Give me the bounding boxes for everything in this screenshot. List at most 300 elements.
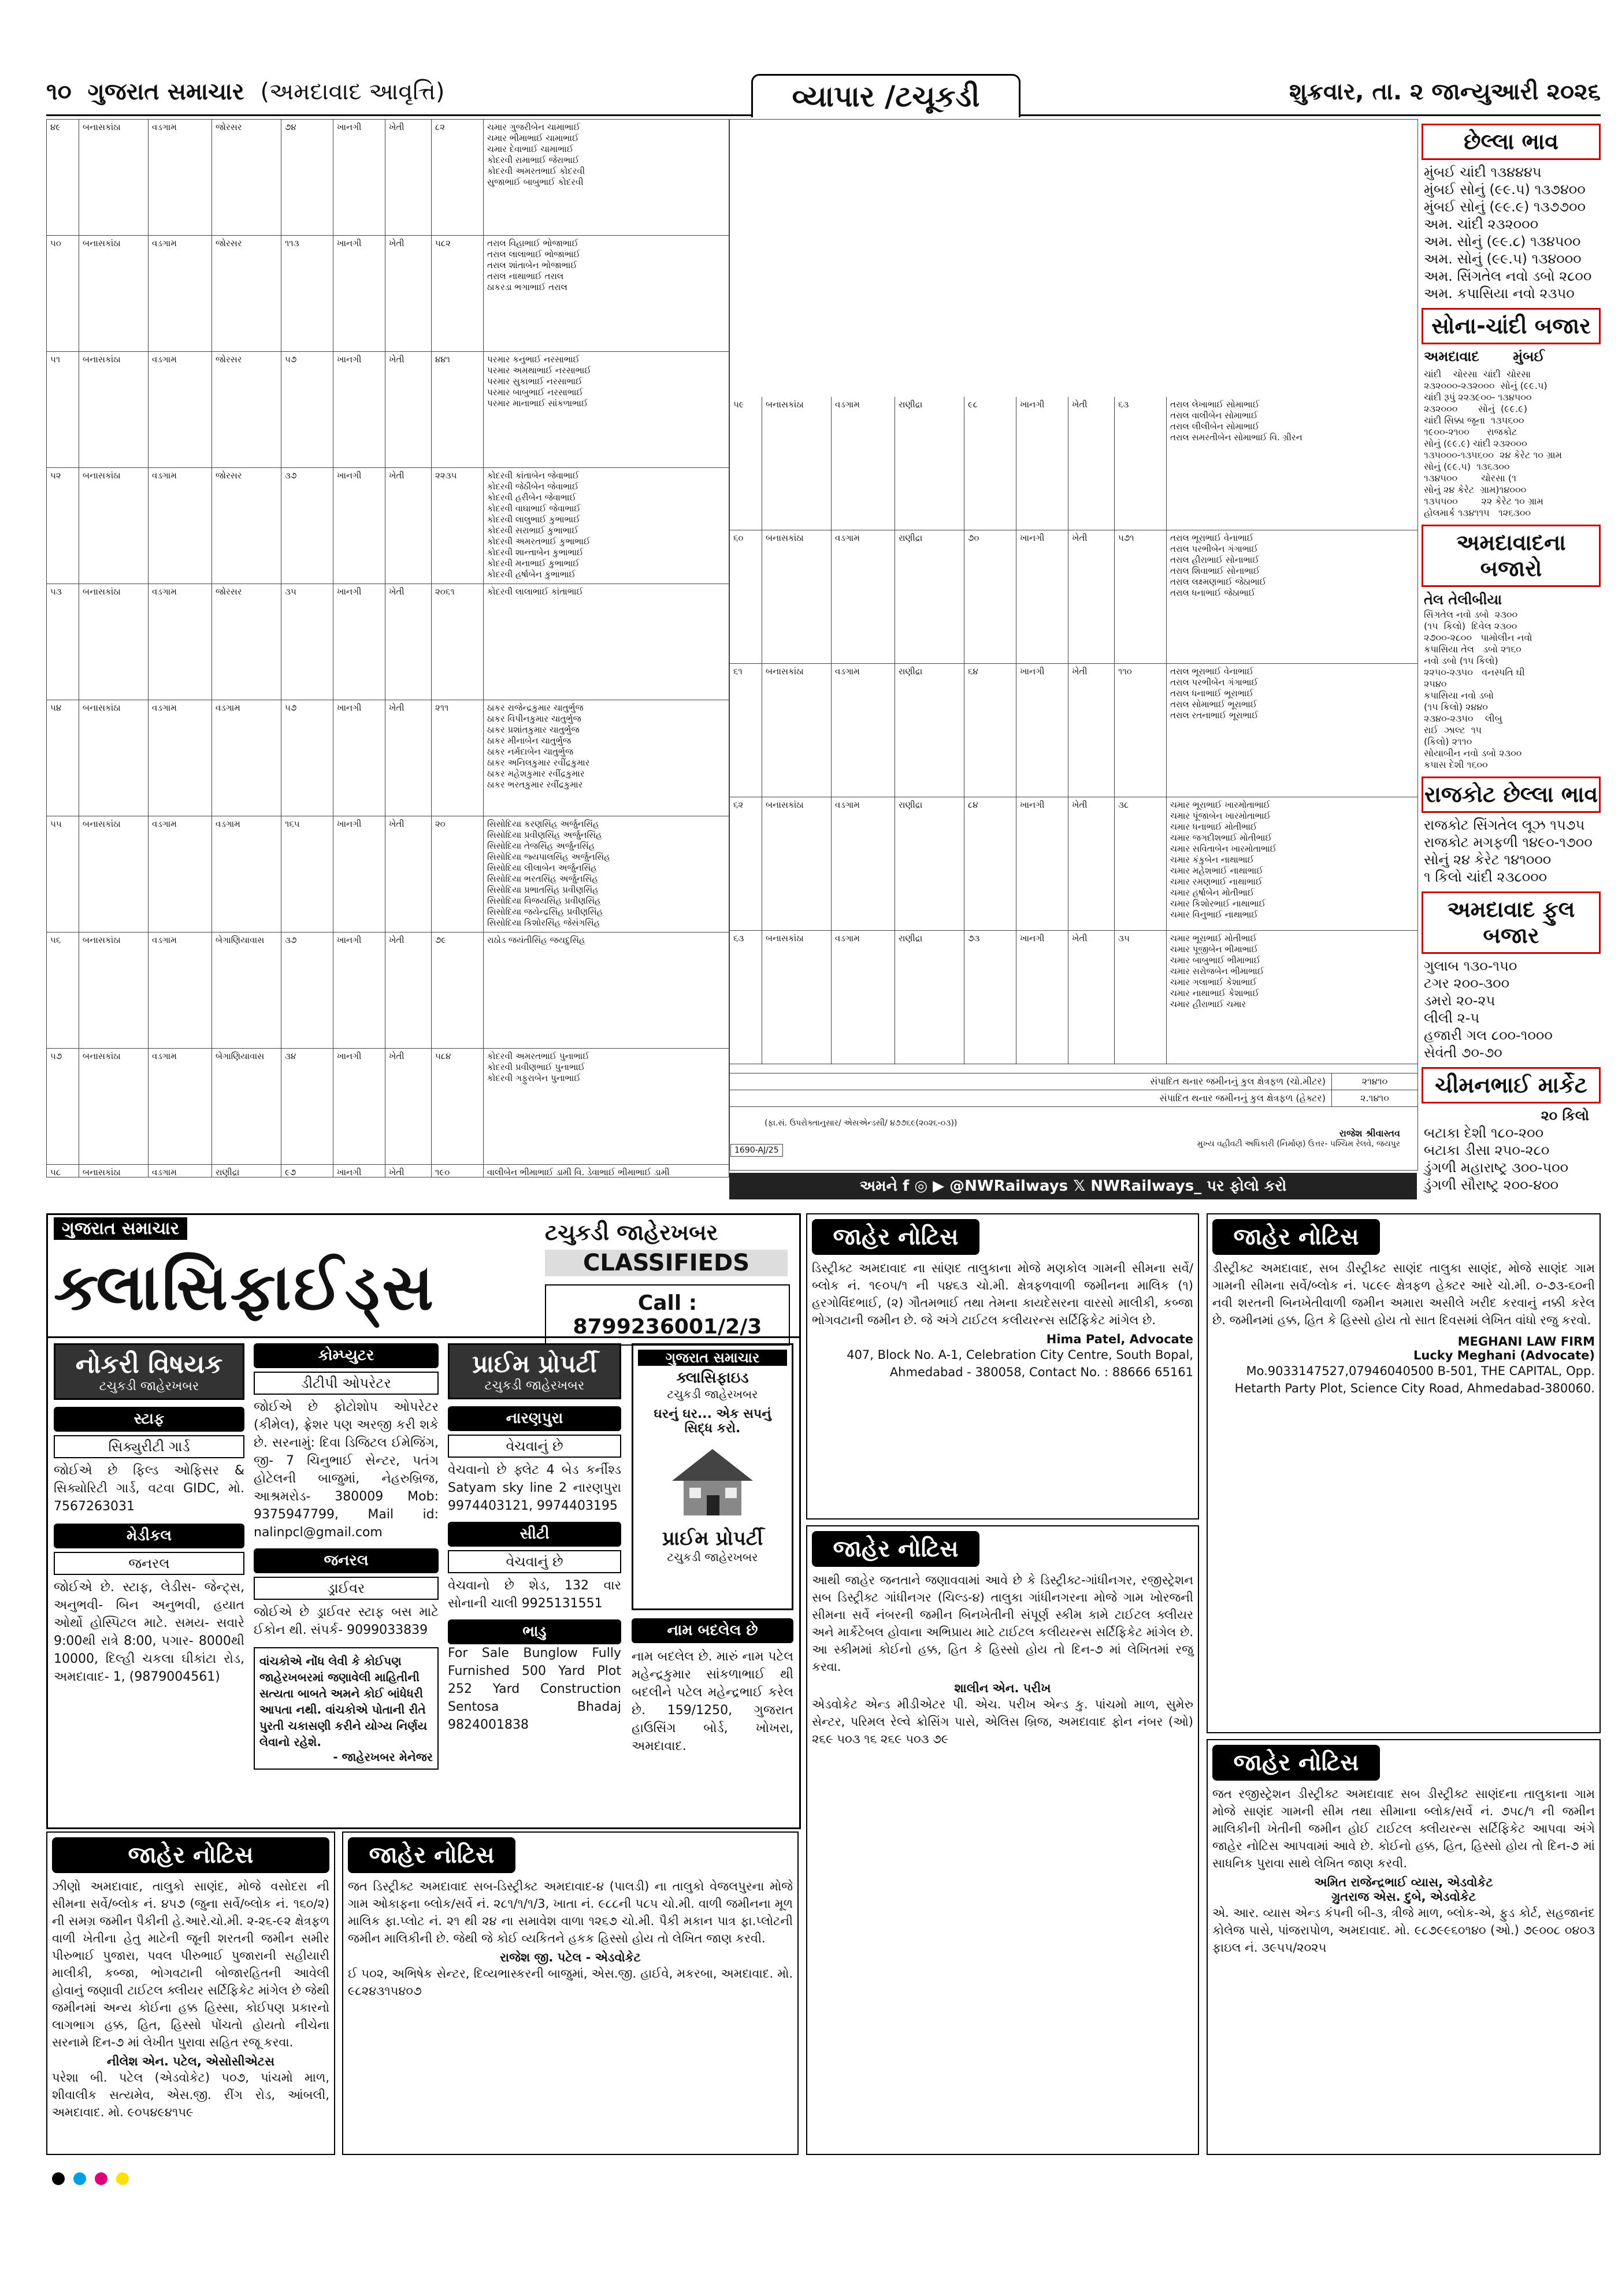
- promo-line: ઘરનું ઘર... એક સપનું સિદ્ધ કરો.: [654, 1407, 771, 1436]
- prime-subtitle: ટચુકડી જાહેરખબર: [484, 1379, 585, 1393]
- rate-line: (૧૫ કિલો) ૨૪૪૦: [1424, 701, 1488, 712]
- rate-line: કપાસ દેશી ૧૬૦૦: [1424, 759, 1488, 770]
- reader-warning-box: [254, 1647, 439, 1770]
- land-rows-left: [47, 120, 729, 1177]
- land-cell-sr: ૫૩: [47, 584, 79, 700]
- rate-line: સોનું ૨૪ કેરેટ ૧૪૧૦૦૦: [1424, 852, 1552, 868]
- rate-line: અમ. સોનું (૯૯.૮) ૧૩૪૫૦૦: [1424, 233, 1581, 250]
- land-cell-taluka: વડગામ: [149, 932, 212, 1048]
- land-cell-area: ૨૦: [432, 816, 484, 932]
- land-cell-taluka: વડગામ: [832, 931, 895, 1064]
- security-subcategory: સિક્યુરીટી ગાર્ડ: [54, 1435, 244, 1458]
- land-cell-taluka: વડગામ: [149, 700, 212, 816]
- rate-line: ૨૭૦૦-૨૮૦૦ પામોલીન નવો: [1424, 632, 1532, 643]
- land-cell-taluka: વડગામ: [832, 397, 895, 530]
- classifieds-paper: ગુજરાત સમાચાર: [54, 1217, 187, 1240]
- land-cell-village: જોરસર: [212, 120, 281, 235]
- land-cell-sr: ૫૫: [47, 816, 79, 932]
- land-cell-area: ૭૯: [432, 932, 484, 1048]
- rate-line: ટગર ૨૦૦-૩૦૦: [1424, 975, 1510, 991]
- land-cell-village: જોરસર: [212, 584, 281, 700]
- rate-line: ચાંદી રૂપું ૨૨૩૯૦૦- ૧૩૪૫૦૦: [1424, 392, 1532, 403]
- land-row: [730, 931, 1417, 1064]
- notice-5-address: Mo.9033147527,07946040500 B-501, THE CAPITAL, Opp. Hetarth Party Plot, Science City Road, Ahmedabad-380060.: [1234, 1364, 1595, 1395]
- land-cell-survey: ૩૭: [281, 468, 333, 584]
- registration-marks: [52, 2172, 1601, 2190]
- yellow-dot-icon: [116, 2172, 129, 2185]
- security-ad: જોઈએ છે ફિલ્ડ ઓફિસર & સિક્યોરિટી ગાર્ડ, વટવા GIDC, મો. 7567263031: [54, 1463, 244, 1514]
- rate-line: અમ. સોનું (૯૯.૫) ૧૩૪૦૦૦: [1424, 251, 1582, 267]
- promo-paper: ગુજરાત સમાચાર: [638, 1350, 787, 1366]
- rate-line: ૨૨૫૦-૨૩૫૦ વનસ્પતિ ઘી: [1424, 667, 1525, 678]
- land-cell-village: રાણીદ્રા: [895, 931, 964, 1064]
- land-row: [47, 1165, 729, 1177]
- land-row: [730, 530, 1417, 664]
- rate-line: હજારી ગલ ૮૦૦-૧૦૦૦: [1424, 1027, 1553, 1043]
- land-cell-survey: ૩૫: [281, 584, 333, 700]
- summary-row: [730, 1073, 1417, 1090]
- chimanbhai-unit: ૨૦ કિલો: [1541, 1108, 1589, 1124]
- railway-ref: (ફા.સં. ઉપરોક્તાનુસાર/ એસએન્ડસી/ ૪૭૭૬૯(૨૦૨૬-૦૩)): [765, 1119, 958, 1128]
- rate-line: હોલમાર્ક ૧૩૪૧૧૫ ૧૨૬૩૦૦: [1424, 507, 1531, 518]
- gold-silver-columns: અમદાવાદ મુંબઈ: [1424, 348, 1545, 365]
- rate-line: નવો ડબો (૧૫ કિલો): [1424, 655, 1498, 666]
- staff-category: સ્ટાફ: [54, 1407, 244, 1432]
- land-cell-area: ૫૭૧: [1115, 530, 1167, 663]
- land-row: [730, 397, 1417, 530]
- rate-line: સોનું ૨૪ કેરેટ ગ્રામ)૧૪૦૦૦: [1424, 484, 1527, 495]
- land-cell-survey: ૫૭: [281, 352, 333, 467]
- rate-line: મુંબઈ સોનું (૯૯.૯) ૧૩૭૭૦૦: [1424, 199, 1586, 215]
- page-number: ૧૦: [46, 79, 72, 105]
- ad-code: 1690-AJ/25: [730, 1144, 783, 1157]
- land-cell-sr: ૬૧: [730, 664, 762, 797]
- land-cell-use: ખેતી: [385, 816, 432, 932]
- land-cell-type: ખાનગી: [333, 932, 385, 1048]
- ahmedabad-markets-title: અમદાવાદના બજારો: [1422, 525, 1601, 587]
- rate-line: સેવંતી ૭૦-૭૦: [1424, 1045, 1502, 1061]
- classifieds-section: [46, 1213, 801, 1829]
- rate-line: બટાકા ડીસા ૨૫૦-૨૮૦: [1424, 1142, 1550, 1158]
- land-cell-type: ખાનગી: [1016, 530, 1068, 663]
- rate-line: (૧૫ કિલો) દિવેલ ૨૩૦૦: [1424, 621, 1517, 631]
- land-cell-sr: ૬૦: [730, 530, 762, 663]
- land-cell-village: બેગાણિયાવાસ: [212, 932, 281, 1048]
- land-cell-sr: ૫૯: [730, 397, 762, 530]
- notice-4: [806, 1525, 1199, 2155]
- prime-title: પ્રાઈમ પ્રોપર્ટી: [472, 1350, 597, 1378]
- rate-line: ૧૩૫૦૦૦-૧૩૫૬૦૦ ૨૪ કેરેટ ૧૦ ગ્રામ: [1424, 449, 1562, 460]
- land-cell-dist: બનાસકાંઠા: [79, 584, 149, 700]
- medical-category: મેડીકલ: [54, 1524, 244, 1548]
- land-cell-owners: તરાલ લેખાભાઈ સોમાભાઈ તરાલ વાલીબેન સોમાભાઈ તરાલ લીલીબેન સોમાભાઈ તરાલ સમરતીબેન સોમાભાઈ વિ. ગ્રીરન: [1170, 399, 1302, 443]
- notice-6-body: જત રજીસ્ટ્રેશન ડીસ્ટ્રીક્ટ અમદાવાદ સબ ડીસ્ટ્રીક્ટ સાણંદના તાલુકાના ગામ મોજે સાણંદ ગામની સીમ તથા સીમાના બ્લોક/સર્વે નં. ૭૫૮/૧ ની જમીન માલિકીની ખેતીની જમીન હોઈ ટાઈટલ ક્લીયરન્સ સર્ટિફિકેટ આપવા અંગે જાહેર નોટિસ આપવામાં આવે છે. કોઈનો હક્ક, હિત, હિસ્સો હોય તો દિન-૭ માં સાધનિક પુરાવા સાથે લેખિત જાણ કરવી.: [1212, 1787, 1595, 1870]
- land-cell-owners: ચમાર ભૂરાભાઈ મોતીભાઈ ચમાર પૂજીબેન ભીમાભાઈ ચમાર બાબુભાઈ ભીમાભાઈ ચમાર સરોજબેન ભીમાભાઈ ચમાર ગલાભાઈ કેશાભાઈ ચમાર નાથાભાઈ કેશાભાઈ ચમાર હીરાભાઈ ચમાર: [1170, 933, 1264, 1009]
- land-table-left: [46, 119, 729, 1177]
- rate-line: ૧૩૪૫૦૦ ચોરસા (૧: [1424, 473, 1516, 484]
- land-cell-area: ૩૫: [1115, 931, 1167, 1064]
- land-cell-use: ખેતી: [1068, 530, 1115, 663]
- notice-3: [806, 1213, 1199, 1519]
- notice-2-address: ઈ ૫૦૨, અભિષેક સેન્ટર, દિવ્યભાસ્કરની બાજુમાં, એસ.જી. હાઈવે, મકરબા, અમદાવાદ. મો. ૯૮૨૪૩૧૫૪૦૭: [348, 1967, 793, 1998]
- computer-category: કોમ્પ્યુટર: [254, 1343, 439, 1368]
- land-cell-village: જોરસર: [212, 468, 281, 584]
- land-cell-village: રાણીદ્રા: [895, 664, 964, 797]
- land-row: [47, 236, 729, 352]
- rate-line: રાજકોટ સિંગતેલ લૂઝ ૧૫૭૫: [1424, 817, 1585, 833]
- rates-sidebar: [1422, 119, 1601, 1205]
- land-cell-type: ખાનગી: [1016, 664, 1068, 797]
- land-cell-survey: ૫૭: [281, 700, 333, 816]
- land-cell-type: ખાનગી: [1016, 397, 1068, 530]
- land-cell-use: ખેતી: [385, 236, 432, 351]
- notice-5-sign: MEGHANI LAW FIRM: [1457, 1335, 1595, 1348]
- classifieds-en: CLASSIFIEDS: [545, 1250, 788, 1276]
- last-rates-list: [1424, 164, 1601, 302]
- rent-ad: For Sale Bunglow Fully Furnished 500 Yard Plot 252 Yard Construction Sentosa Bhadaj 9824001838: [448, 1646, 621, 1732]
- land-cell-type: ખાનગી: [333, 468, 385, 584]
- land-cell-area: ૧૯૦: [432, 1165, 484, 1177]
- land-cell-owners: કોદરવી લાલાભાઈ કાંતાભાઈ: [487, 586, 584, 597]
- rate-line: લીલી ૨-૫: [1424, 1010, 1480, 1026]
- prime-banner: [448, 1343, 621, 1399]
- general-category: જનરલ: [254, 1548, 439, 1573]
- rate-line: અમ. સિંગતેલ નવો ડબો ૨૮૦૦: [1424, 268, 1592, 284]
- naranpura-ad: વેચવાનો છે ફ્લેટ 4 બેડ કર્નીશ્ડ Satyam sky line 2 નારણપુરા 9974403121, 9974403195: [448, 1463, 621, 1513]
- land-cell-sr: ૫૭: [47, 1049, 79, 1164]
- land-cell-survey: ૭૦: [964, 530, 1016, 663]
- land-cell-village: રાણીદ્રા: [212, 1165, 281, 1177]
- notice-3-title: જાહેર નોટિસ: [812, 1219, 979, 1255]
- land-cell-owners: ચમાર ભૂરાભાઈ ખારમોતાભાઈ ચમાર પૂંજાબેન ખારમોતાભાઈ ચમાર ધનાભાઈ મોતીભાઈ ચમાર જગદીશભાઈ મોતીભાઈ ચમાર સવિતાબેન ખારમોતાભાઈ ચમાર કંકુબેન નાથાભાઈ ચમાર મહેશભાઈ નાથાભાઈ ચમાર રમણભાઈ નાથાભાઈ ચમાર હર્ષાબેન મોતીભાઈ ચમાર કિશોરભાઈ નાથાભાઈ ચમાર વિનુભાઈ નાથાભાઈ: [1170, 800, 1277, 920]
- land-cell-sr: ૫૨: [47, 468, 79, 584]
- land-cell-survey: ૮૪: [964, 797, 1016, 930]
- classifieds-col-promo: [632, 1343, 793, 1755]
- land-cell-village: રાણીદ્રા: [895, 530, 964, 663]
- rate-line: અમ. ચાંદી ૨૩૨૦૦૦: [1424, 216, 1539, 232]
- promo-class: ક્લાસિફાઇડ: [676, 1369, 749, 1387]
- land-cell-taluka: વડગામ: [832, 797, 895, 930]
- land-cell-dist: બનાસકાંઠા: [79, 700, 149, 816]
- rate-line: સોનું (૯૯.૯) ચાંદી ૨૩૨૦૦૦: [1424, 438, 1527, 449]
- city-ad: વેચવાનો છે શેડ, 132 વાર સોનાની ચાલી 9925131551: [448, 1578, 621, 1611]
- land-cell-dist: બનાસકાંઠા: [79, 1049, 149, 1164]
- land-cell-taluka: વડગામ: [149, 1049, 212, 1164]
- land-cell-dist: બનાસકાંઠા: [762, 931, 832, 1064]
- land-cell-taluka: વડગામ: [149, 584, 212, 700]
- land-row: [730, 797, 1417, 931]
- land-cell-taluka: વડગામ: [149, 816, 212, 932]
- land-cell-survey: ૧૬૫: [281, 816, 333, 932]
- land-cell-area: ૬૩: [1115, 397, 1167, 530]
- land-cell-survey: ૬૪: [964, 664, 1016, 797]
- land-cell-dist: બનાસકાંઠા: [762, 664, 832, 797]
- notice-2: [342, 1831, 799, 2155]
- land-cell-survey: ૭૪: [281, 120, 333, 235]
- last-rates-title: છેલ્લા ભાવ: [1422, 124, 1601, 160]
- rate-line: સિંગતેલ નવો ડબો ૨૩૦૦: [1424, 609, 1518, 620]
- land-cell-dist: બનાસકાંઠા: [79, 468, 149, 584]
- general-subcategory: જનરલ: [54, 1552, 244, 1575]
- land-cell-survey: ૩૪: [281, 1049, 333, 1164]
- land-cell-owners: કોદરવી અમરતભાઈ પુનાભાઈ કોદરવી પ્રવીણભાઈ પુનાભાઈ કોદરવી ગફુરાબેન પુનાભાઈ: [487, 1051, 589, 1083]
- notice-4-address: એડવોકેટ એન્ડ મીડીએટર પી. એચ. પરીખ એન્ડ કુ. પાંચમો માળ, સુમેરુ સેન્ટર, પરિમલ રેલ્વે ક્રોસિંગ પાસે, એલિસ બ્રિજ, અમદાવાદ ફોન નંબર (ઓ) ૨૬૯ ૫૦૩ ૧૬ ૨૬૯ ૫૦૩ ૭૯: [812, 1697, 1193, 1746]
- land-cell-type: ખાનગી: [1016, 797, 1068, 930]
- notice-6-sign-2: ગ્રુતરાજ એસ. દુબે, એડવોકેટ: [1331, 1890, 1476, 1904]
- land-cell-sr: ૬૩: [730, 931, 762, 1064]
- notice-4-body: આથી જાહેર જનતાને જણાવવામાં આવે છે કે ડિસ્ટ્રીક્ટ-ગાંધીનગર, રજીસ્ટ્રેશન સબ ડિસ્ટ્રીક્ટ ગાંધીનગર (ચિલ્ડ-૪) તાલુકા ગાંધીનગરના મોજે ગામ ખોરજની સીમના સર્વે નંબરની જમીન બિનખેતીની સંપૂર્ણ સ્કીમ કામે ટાઈટલ ક્લીયર અને માર્કેટેબલ હોવાના અભિપ્રાય માટે ટાઈટલ કલીયરન્સ સર્ટિફિકેટ માંગેલ છે. આ સ્કીમમાં કોઈનો હક્ક, હિત કે હિસ્સો હોય તો દિન-૭ માં લેખિતમાં રજુ કરવા.: [812, 1573, 1193, 1674]
- land-row: [47, 468, 729, 584]
- railway-follow-bar: અમને f ◎ ▶ @NWRailways 𝕏 NWRailways_ પર ફોલો કરો: [729, 1173, 1417, 1199]
- railway-designation: મુખ્ય વહીવટી અધિકારી (નિર્માણ) ઉત્તર- પશ્ચિમ રેલવે, જયપુર: [1197, 1139, 1400, 1149]
- summary-row: [730, 1090, 1417, 1107]
- cyan-dot-icon: [73, 2172, 86, 2185]
- notice-3-address: 407, Block No. A-1, Celebration City Centre, South Bopal, Ahmedabad - 380058, Contact No. : 88666 65161: [847, 1348, 1193, 1379]
- classifieds-call[interactable]: Call : 8799236001/2/3: [545, 1284, 790, 1346]
- land-cell-use: ખેતી: [1068, 931, 1115, 1064]
- driver-subcategory: ડ્રાઈવર: [254, 1577, 439, 1600]
- page-header: [46, 74, 1601, 116]
- land-cell-type: ખાનગી: [1016, 931, 1068, 1064]
- rajkot-rates-title: રાજકોટ છેલ્લા ભાવ: [1422, 777, 1601, 813]
- land-cell-taluka: વડગામ: [832, 530, 895, 663]
- land-cell-use: ખેતી: [385, 584, 432, 700]
- rate-line: રાજકોટ મગફળી ૧૪૯૦-૧૭૦૦: [1424, 834, 1593, 850]
- notice-1-body: ઝીણો અમદાવાદ, તાલુકો સાણંદ, મોજે વસોદરા ની સીમના સર્વે/બ્લોક નં. ૪૫૭ (જુના સર્વે/બ્લોક નં. ૧૬૦/૨) ની સમગ્ર જમીન પૈકીની હે.આરે.ચો.મી. ૨-૨૬-૯૨ ક્ષેત્રફળ વાળી ખેતીના હેતુ માટેની જૂની શરતની જમીન સમીર પીરુભાઈ પુજારા, પવલ પીરુભાઈ પુજારાની સહીયારી માલીકી, કબ્જા, ભોગવટાની બોજારહિતની આવેલી હોવાનું જણાવી ટાઈટલ ક્લીયર સર્ટિફિકેટ માંગેલ છે જેથી જમીનમાં અન્ય કોઈના હક્ક હિસ્સા, કોઈપણ પ્રકારનો લાગભાગ હક્ક, હિત, હિસ્સો પોંચતો હોયતો નીચેના સરનામે દિન-૭ માં લેખીત પુરાવા સહિત રજૂ કરવા.: [52, 1879, 329, 2049]
- land-cell-owners: તરાલ ભૂરાભાઈ વેનાભાઈ તરાલ પરભીબેન ગંગાભાઈ તરાલ ધનાભાઈ ભૂરાભાઈ તરાલ સોમાભાઈ ભૂરાભાઈ તરાલ રતનાભાઈ ભૂરાભાઈ: [1170, 666, 1259, 720]
- land-cell-owners: પરમાર કનુભાઈ નરસાભાઈ પરમાર અમથાભાઈ નરસાભાઈ પરમાર સુકાભાઈ નરસાભાઈ પરમાર બાબુભાઈ નરસાભાઈ પરમાર માનાભાઈ સાંકળાભાઈ: [487, 354, 591, 408]
- notice-6: [1207, 1739, 1601, 2155]
- reader-warning: વાંચકોએ નોંધ લેવી કે કોઈપણ જાહેરખબરમાં જણાવેલી માહિતીની સત્યતા બાબતે અમને કોઈ બાંધેધરી આપતા નથી. વાંચકોએ પોતાની રીતે પુરતી ચકાસણી કરીને યોગ્ય નિર્ણય લેવાનો રહેશે.: [259, 1654, 428, 1749]
- oil-seeds-title: તેલ તેલીબીયા: [1424, 592, 1502, 608]
- house-icon: [660, 1440, 765, 1521]
- notice-1-title: જાહેર નોટિસ: [52, 1837, 329, 1873]
- gold-silver-list: [1424, 369, 1598, 519]
- land-cell-area: ૨૨૩૫: [432, 468, 484, 584]
- rate-line: ૨૩૪૦-૨૩૫૦ લીબુ: [1424, 713, 1502, 724]
- land-cell-taluka: વડગામ: [149, 468, 212, 584]
- land-cell-owners: ચમાર ગુજરીબેન ચામાભાઈ ચમાર ભીમાભાઈ ચામાભાઈ ચમાર દેવાભાઈ ચામાભાઈ કોદરવી રામાભાઈ જેરાભાઈ કોદરવી અમરતભાઈ કોદરવી સુજાભાઈ બાબુભાઈ કોદરવી: [487, 122, 585, 187]
- rajkot-rates-list: [1424, 816, 1598, 886]
- jobs-title: નોકરી વિષયક: [75, 1350, 223, 1379]
- land-cell-village: જોરસર: [212, 236, 281, 351]
- land-cell-use: ખેતી: [1068, 664, 1115, 797]
- promo-prime: પ્રાઈમ પ્રોપર્ટી: [662, 1527, 763, 1550]
- notice-3-sign: Hima Patel, Advocate: [1046, 1332, 1193, 1346]
- summary-value: ૨૧૪૧૦: [1331, 1073, 1417, 1090]
- notice-2-sign: રાજેશ જી. પટેલ - એડવોકેટ: [500, 1951, 641, 1964]
- notice-5-title: જાહેર નોટિસ: [1212, 1219, 1380, 1255]
- magenta-dot-icon: [95, 2172, 107, 2185]
- land-row: [47, 120, 729, 236]
- classifieds-col-jobs: [54, 1343, 244, 1686]
- land-cell-dist: બનાસકાંઠા: [79, 236, 149, 351]
- rate-line: ૧૩૫૫૦૦ ૨૨ કેરેટ ૧૦ ગ્રામ: [1424, 496, 1543, 507]
- land-cell-use: ખેતી: [385, 1049, 432, 1164]
- land-rows-right: [730, 397, 1417, 1064]
- land-cell-dist: બનાસકાંઠા: [79, 120, 149, 235]
- notice-6-address: એ. આર. વ્યાસ એન્ડ કંપની બી-૩, ત્રીજે માળ, બ્લોક-એ, ફુડ કોર્ટ, સહજાનંદ કોલેજ પાસે, પાંજરાપોળ, અમદાવાદ. મો. ૯૮૭૯૯૬૦૧૪૦ (ઓ.) ૭૯૦૦૮ ૦૪૦૩ ફાઇલ નં. ૩૯૫૫/૨૦૨૫: [1212, 1906, 1595, 1955]
- land-cell-type: ખાનગી: [333, 1165, 385, 1177]
- dtp-ad: જોઈએ છે ફોટોશોપ ઓપરેટર (કીમેલ), ફ્રેશર પણ અરજી કરી શકે છે. સરનામું: દિવા ડિજિટલ ઈમેજિંગ, જી- 7 ચિનુભાઈ સેન્ટર, પતંગ હોટેલની બાજુમાં, નેહરુબ્રિજ, આશ્રમરોડ- 380009 Mob: 9375947799, Mail id: nalinpcl@gmail.com: [254, 1400, 439, 1540]
- city-category: સીટી: [448, 1522, 621, 1547]
- notice-4-title: જાહેર નોટિસ: [812, 1531, 979, 1567]
- land-cell-owners: રાઠોડ જયંતીસિંહ જયદુસિંહ: [487, 935, 585, 945]
- jobs-banner: [54, 1343, 244, 1400]
- notice-5: [1207, 1213, 1601, 1733]
- notice-1-sign: નીલેશ એન. પટેલ, એસોસીએટસ: [107, 2054, 274, 2068]
- notice-3-body: ડિસ્ટ્રીક્ટ અમદાવાદ ના સાંણદ તાલુકાના મોજે મણકોલ ગામની સીમના સર્વે/બ્લોક નં. ૧૯૦૫/૧ ની ૫૪૬૩ ચો.મી. ક્ષેત્રફળવાળી જમીનના માલિક (૧) હરગોવિંદભાઈ, (૨) ગૌતમભાઈ તથા તેમના કાયદેસરના વારસો માલીકી, કબ્જા ભોગવટાની જમીન છે. જે અંગે ટાઈટલ કલીયરન્સ સર્ટિફિકેટ માંગેલ છે.: [812, 1261, 1193, 1327]
- land-cell-area: ૫૮૪: [432, 1049, 484, 1164]
- land-cell-type: ખાનગી: [333, 236, 385, 351]
- land-cell-use: ખેતી: [1068, 797, 1115, 930]
- sale-subcategory: વેચવાનું છે: [448, 1435, 621, 1458]
- naranpura-category: નારણપુરા: [448, 1406, 621, 1431]
- section-title: વ્યાપાર /ટચૂકડી: [751, 74, 1020, 117]
- land-row: [47, 816, 729, 932]
- rate-line: ૧ કિલો ચાંદી ૨૩૮૦૦૦: [1424, 869, 1548, 885]
- land-cell-area: ૮૨: [432, 120, 484, 235]
- land-cell-dist: બનાસકાંઠા: [762, 530, 832, 663]
- rate-line: ચાંદી ચોરસા ચાંદી ચોરસા: [1424, 369, 1531, 380]
- rate-line: કપાસિયા તેલ ડબો ૨૧૬૦: [1424, 644, 1521, 655]
- land-row: [47, 352, 729, 468]
- land-row: [47, 700, 729, 816]
- rate-line: ચાંદી સિક્કા જૂના ૧૩૫૬૦૦: [1424, 415, 1524, 426]
- land-cell-survey: ૭૩: [964, 931, 1016, 1064]
- promo-box: [632, 1343, 793, 1610]
- land-row: [47, 932, 729, 1049]
- edition-name: (અમદાવાદ આવૃત્તિ): [260, 79, 445, 105]
- land-cell-dist: બનાસકાંઠા: [79, 352, 149, 467]
- rate-line: સોયાબીન નવો ડબો ૨૩૦૦: [1424, 748, 1522, 759]
- land-cell-sr: ૫૬: [47, 932, 79, 1048]
- land-cell-use: ખેતી: [385, 352, 432, 467]
- land-cell-survey: ૧૧૩: [281, 236, 333, 351]
- gold-silver-title: સોના-ચાંદી બજાર: [1422, 308, 1601, 344]
- land-cell-village: વડગામ: [212, 816, 281, 932]
- land-cell-dist: બનાસકાંઠા: [762, 397, 832, 530]
- land-cell-use: ખેતી: [385, 120, 432, 235]
- classifieds-header: [48, 1215, 799, 1338]
- land-cell-area: ૨૦૬૧: [432, 584, 484, 700]
- land-cell-owners: સિસોદિયા કરણસિંહ અર્જુનસિંહ સિસોદિયા પ્રવીણસિંહ અર્જુનસિંહ સિસોદિયા તેજસિંહ અર્જુનસિંહ સિસોદિયા જ્યપાલસિંહ અર્જુનસિંહ સિસોદિયા લીલાબેન અર્જુનસિંહ સિસોદિયા ભરતસિંહ અર્જુનસિંહ સિસોદિયા પ્રભાતસિંહ પ્રવીણસિંહ સિસોદિયા વિજયસિંહ પ્રવીણસિંહ સિસોદિયા જયેન્દ્રસિંહ પ્રવીણસિંહ સિસોદિયા કિશોરસિંહ જેસંગસિંહ: [487, 819, 610, 928]
- land-cell-village: જોરસર: [212, 352, 281, 467]
- sale-subcategory-2: વેચવાનું છે: [448, 1550, 621, 1573]
- land-cell-sr: ૪૯: [47, 120, 79, 235]
- general-ad: જોઈએ છે. સ્ટાફ, લેડીસ- જેન્ટ્સ, અનુભવી- બિન અનુભવી, હયાત ઓર્થો હોસ્પિટલ માટે. સમય- સવારે 9:00થી રાત્રે 8:00, પગાર- 8000થી 10000, દિલ્હી ચકલા ઘીકાંટા રોડ, અમદાવાદ- 1, (9879004561): [54, 1580, 244, 1684]
- rate-line: રાઈ ઝાલ્ટ ૧૫: [1424, 725, 1482, 735]
- notice-1: [46, 1831, 335, 2155]
- land-cell-village: બેગાણિયાવાસ: [212, 1049, 281, 1164]
- flower-market-title: અમદાવાદ ફુલ બજાર: [1422, 891, 1601, 954]
- rate-line: મુંબઈ ચાંદી ૧૩૪૪૪૫: [1424, 164, 1542, 180]
- name-change-ad: નામ બદલેલ છે. મારું નામ પટેલ મહેન્દ્રકુમાર સાંકળાભાઈ થી બદલીને પટેલ મહેન્દ્રભાઈ કરેલ છે. 159/1250, ગુજરાત હાઉસિંગ બોર્ડ, ખોખરા, અમદાવાદ.: [632, 1649, 793, 1753]
- chimanbhai-list: [1424, 1124, 1598, 1194]
- land-cell-type: ખાનગી: [333, 352, 385, 467]
- notice-5-body: ડીસ્ટ્રીક્ટ અમદાવાદ, સબ ડીસ્ટ્રીક્ટ સાણંદ તાલુકા સાણંદ, મોજે સાણંદ ગામ ગામની સીમના સર્વે/બ્લોક નં. ૫૮૯૯ ક્ષેત્રફળ હેક્ટર આરે ચો.મી. ૦-૭૩-૬૦ની નવી શરતની બિનખેતીવાળી જમીન અમારા અસીલે ખરીદ કરવાનું નક્કી કરેલ છે. જમીનમાં હક્ક, હિત કે હિસ્સો હોય તો સાત દિવસમાં લેખિત વાંધો રજુ કરવો.: [1212, 1261, 1595, 1327]
- notice-5-name: Lucky Meghani (Advocate): [1413, 1348, 1595, 1362]
- rate-line: ૧૯૦૦-૨૧૦૦ રાજકોટ: [1424, 426, 1517, 437]
- land-cell-dist: બનાસકાંઠા: [762, 797, 832, 930]
- land-cell-owners: તરાલ વિહાભાઈ ભોજાભાઈ તરાલ લાલાભાઈ ભોજાભાઈ તરાલ શાંતાબેન ભોજાભાઈ તરાલ નાથાભાઈ તરાલ ઠાકરડા ભગાભાઈ તરાલ: [487, 238, 581, 292]
- land-cell-use: ખેતી: [385, 932, 432, 1048]
- classifieds-col-property: [448, 1343, 621, 1734]
- classifieds-big-title: ક્લાસિફાઈડ્સ: [54, 1250, 436, 1324]
- land-cell-area: ૪૪૧: [432, 352, 484, 467]
- railway-signer: રાજેશ શ્રીવાસ્તવ: [1339, 1128, 1400, 1139]
- land-cell-area: ૫૮૨: [432, 236, 484, 351]
- land-cell-taluka: વડગામ: [149, 236, 212, 351]
- dtp-subcategory: ડીટીપી ઓપરેટર: [254, 1372, 439, 1395]
- rate-line: ૨૩૨૦૦૦ સોનું (૯૯.૯): [1424, 403, 1527, 414]
- land-cell-taluka: વડગામ: [149, 120, 212, 235]
- land-cell-sr: ૫૪: [47, 700, 79, 816]
- land-cell-type: ખાનગી: [333, 120, 385, 235]
- land-cell-sr: ૫૦: [47, 236, 79, 351]
- land-row: [730, 664, 1417, 797]
- black-dot-icon: [52, 2172, 65, 2185]
- classifieds-tag: ટચુકડી જાહેરખબર: [545, 1220, 718, 1245]
- land-cell-owners: કોદરવી કાંતાબેન જેવાભાઈ કોદરવી જેઠીબેન જેવાભાઈ કોદરવી હરીબેન જેવાભાઈ કોદરવી વાઘાભાઈ જેવાભાઈ કોદરવી લાલુભાઈ કુભાભાઈ કોદરવી સરાભાઈ કુભાભાઈ કોદરવી અમરતભાઈ કુભાભાઈ કોદરવી શાન્તાબેન કુભાભાઈ કોદરવી મનાભાઈ કુભાભાઈ કોદરવી હર્ષાબેન કુભાભાઈ: [487, 470, 591, 579]
- rate-line: ડુંગળી મહારાષ્ટ્ર ૩૦૦-૫૦૦: [1424, 1160, 1569, 1176]
- notice-1-address: પરેશા બી. પટેલ (એડવોકેટ) ૫૦૭, પાંચમો માળ, શીવાલીક સત્યમેવ, એસ.જી. રીંગ રોડ, આંબલી, અમદાવાદ. મો. ૯૦૫૪૯૪૧૫૯: [52, 2071, 329, 2119]
- header-left: [46, 79, 444, 105]
- land-cell-dist: બનાસકાંઠા: [79, 932, 149, 1048]
- notice-2-body: જત ડિસ્ટ્રીક્ટ અમદાવાદ સબ-ડિસ્ટ્રીક્ટ અમદાવાદ-૪ (પાલડી) ના તાલુકો વેજલપુરના મોજે ગામ ઓકાફના બ્લોક/સર્વે નં. ૨૮૧/૧/૧/3, ખાતા નં. ૯૮૮ની પ૮૫ ચો.મી. વાળી જમીનના મૂળ માલિક ફા.પ્લોટ નં. ૨૧ થી ૨૪ ના સમાવેશ વાળા ૧૨૬૭ ચો.મી. પૈકી મકાન પાત્ર ફા.પ્લોટની જમીન માલિકીની છે. જેથી જે કોઈ વ્યકિતને હકક હિસ્સો હોય તો લેખિત જાણ કરવી.: [348, 1879, 793, 1945]
- summary-block: [730, 1073, 1417, 1149]
- name-change-category: નામ બદલેલ છે: [632, 1618, 793, 1643]
- notice-6-title: જાહેર નોટિસ: [1212, 1745, 1380, 1781]
- land-cell-use: ખેતી: [385, 468, 432, 584]
- chimanbhai-market-title: ચીમનભાઈ માર્કેટ: [1422, 1067, 1601, 1104]
- land-cell-dist: બનાસકાંઠા: [79, 816, 149, 932]
- land-cell-village: રાણીદ્રા: [895, 397, 964, 530]
- promo-tag: ટચુકડી જાહેરખબર: [667, 1387, 758, 1401]
- land-cell-owners: વાલીબેન ભીમાભાઈ ડામી વિ. ડેવાભાઈ ભીમાભાઈ ડામી: [487, 1167, 670, 1177]
- rate-line: ડુંગળી સૌરાષ્ટ્ર ૨૦૦-૪૦૦: [1424, 1177, 1558, 1193]
- rent-category: ભાડુ: [448, 1619, 621, 1644]
- jobs-subtitle: ટચુકડી જાહેરખબર: [99, 1379, 199, 1394]
- land-cell-type: ખાનગી: [333, 816, 385, 932]
- summary-label: સંપાદિત થનાર જમીનનું કુલ ક્ષેત્રફળ (હેક્ટર): [1159, 1093, 1326, 1104]
- rate-line: ગુલાબ ૧૩૦-૧૫૦: [1424, 958, 1517, 974]
- land-cell-taluka: વડગામ: [149, 352, 212, 467]
- oil-seeds-list: [1424, 609, 1598, 771]
- land-cell-area: ૨૧૧: [432, 700, 484, 816]
- notice-2-title: જાહેર નોટિસ: [348, 1837, 515, 1873]
- land-cell-dist: બનાસકાંઠા: [79, 1165, 149, 1177]
- driver-ad: જોઈએ છે ડ્રાઈવર સ્ટાફ બસ માટે ઈકોન થી. સંપર્ક- 9099033839: [254, 1605, 439, 1637]
- rate-line: બટાકા દેશી ૧૮૦-૨૦૦: [1424, 1125, 1544, 1141]
- reader-warning-sign: - જાહેરખબર મેનેજર: [333, 1750, 433, 1764]
- land-cell-type: ખાનગી: [333, 584, 385, 700]
- land-cell-survey: ૩૭: [281, 932, 333, 1048]
- land-row: [47, 1049, 729, 1165]
- land-cell-area: ૩૮: [1115, 797, 1167, 930]
- land-cell-owners: ઠાકર રાજેન્દ્રકુમાર ચાતુર્ભુજ ઠાકર વિપીનકુમાર ચાતુર્ભુજ ઠાકર પ્રશાંતકુમાર ચાતુર્ભુજ ઠાકર મીનાબેન ચાતુર્ભુજ ઠાકર નર્મદાબેન ચાતુર્ભુજ ઠાકર અનિલકુમાર રવીંદ્રકુમાર ઠાકર મહેશકુમાર રવીંદ્રકુમાર ઠાકર ભરતકુમાર રવીંદ્રકુમાર: [487, 703, 590, 790]
- notice-6-sign: અમિત રાજેન્દ્રભાઈ વ્યાસ, એડવોકેટ: [1314, 1875, 1493, 1889]
- issue-date: શુક્રવાર, તા. ૨ જાન્યુઆરી ૨૦૨૬: [1289, 79, 1601, 105]
- land-table-right: [729, 119, 1418, 1171]
- rate-line: ડમરો ૨૦-૨૫: [1424, 993, 1495, 1009]
- masthead-name: ગુજરાત સમાચાર: [87, 79, 244, 105]
- land-cell-survey: ૯૮: [964, 397, 1016, 530]
- rate-line: મુંબઈ સોનું (૯૯.૫) ૧૩૭૪૦૦: [1424, 181, 1586, 198]
- land-cell-village: વડગામ: [212, 700, 281, 816]
- land-cell-use: ખેતી: [385, 700, 432, 816]
- land-cell-sr: ૫૧: [47, 352, 79, 467]
